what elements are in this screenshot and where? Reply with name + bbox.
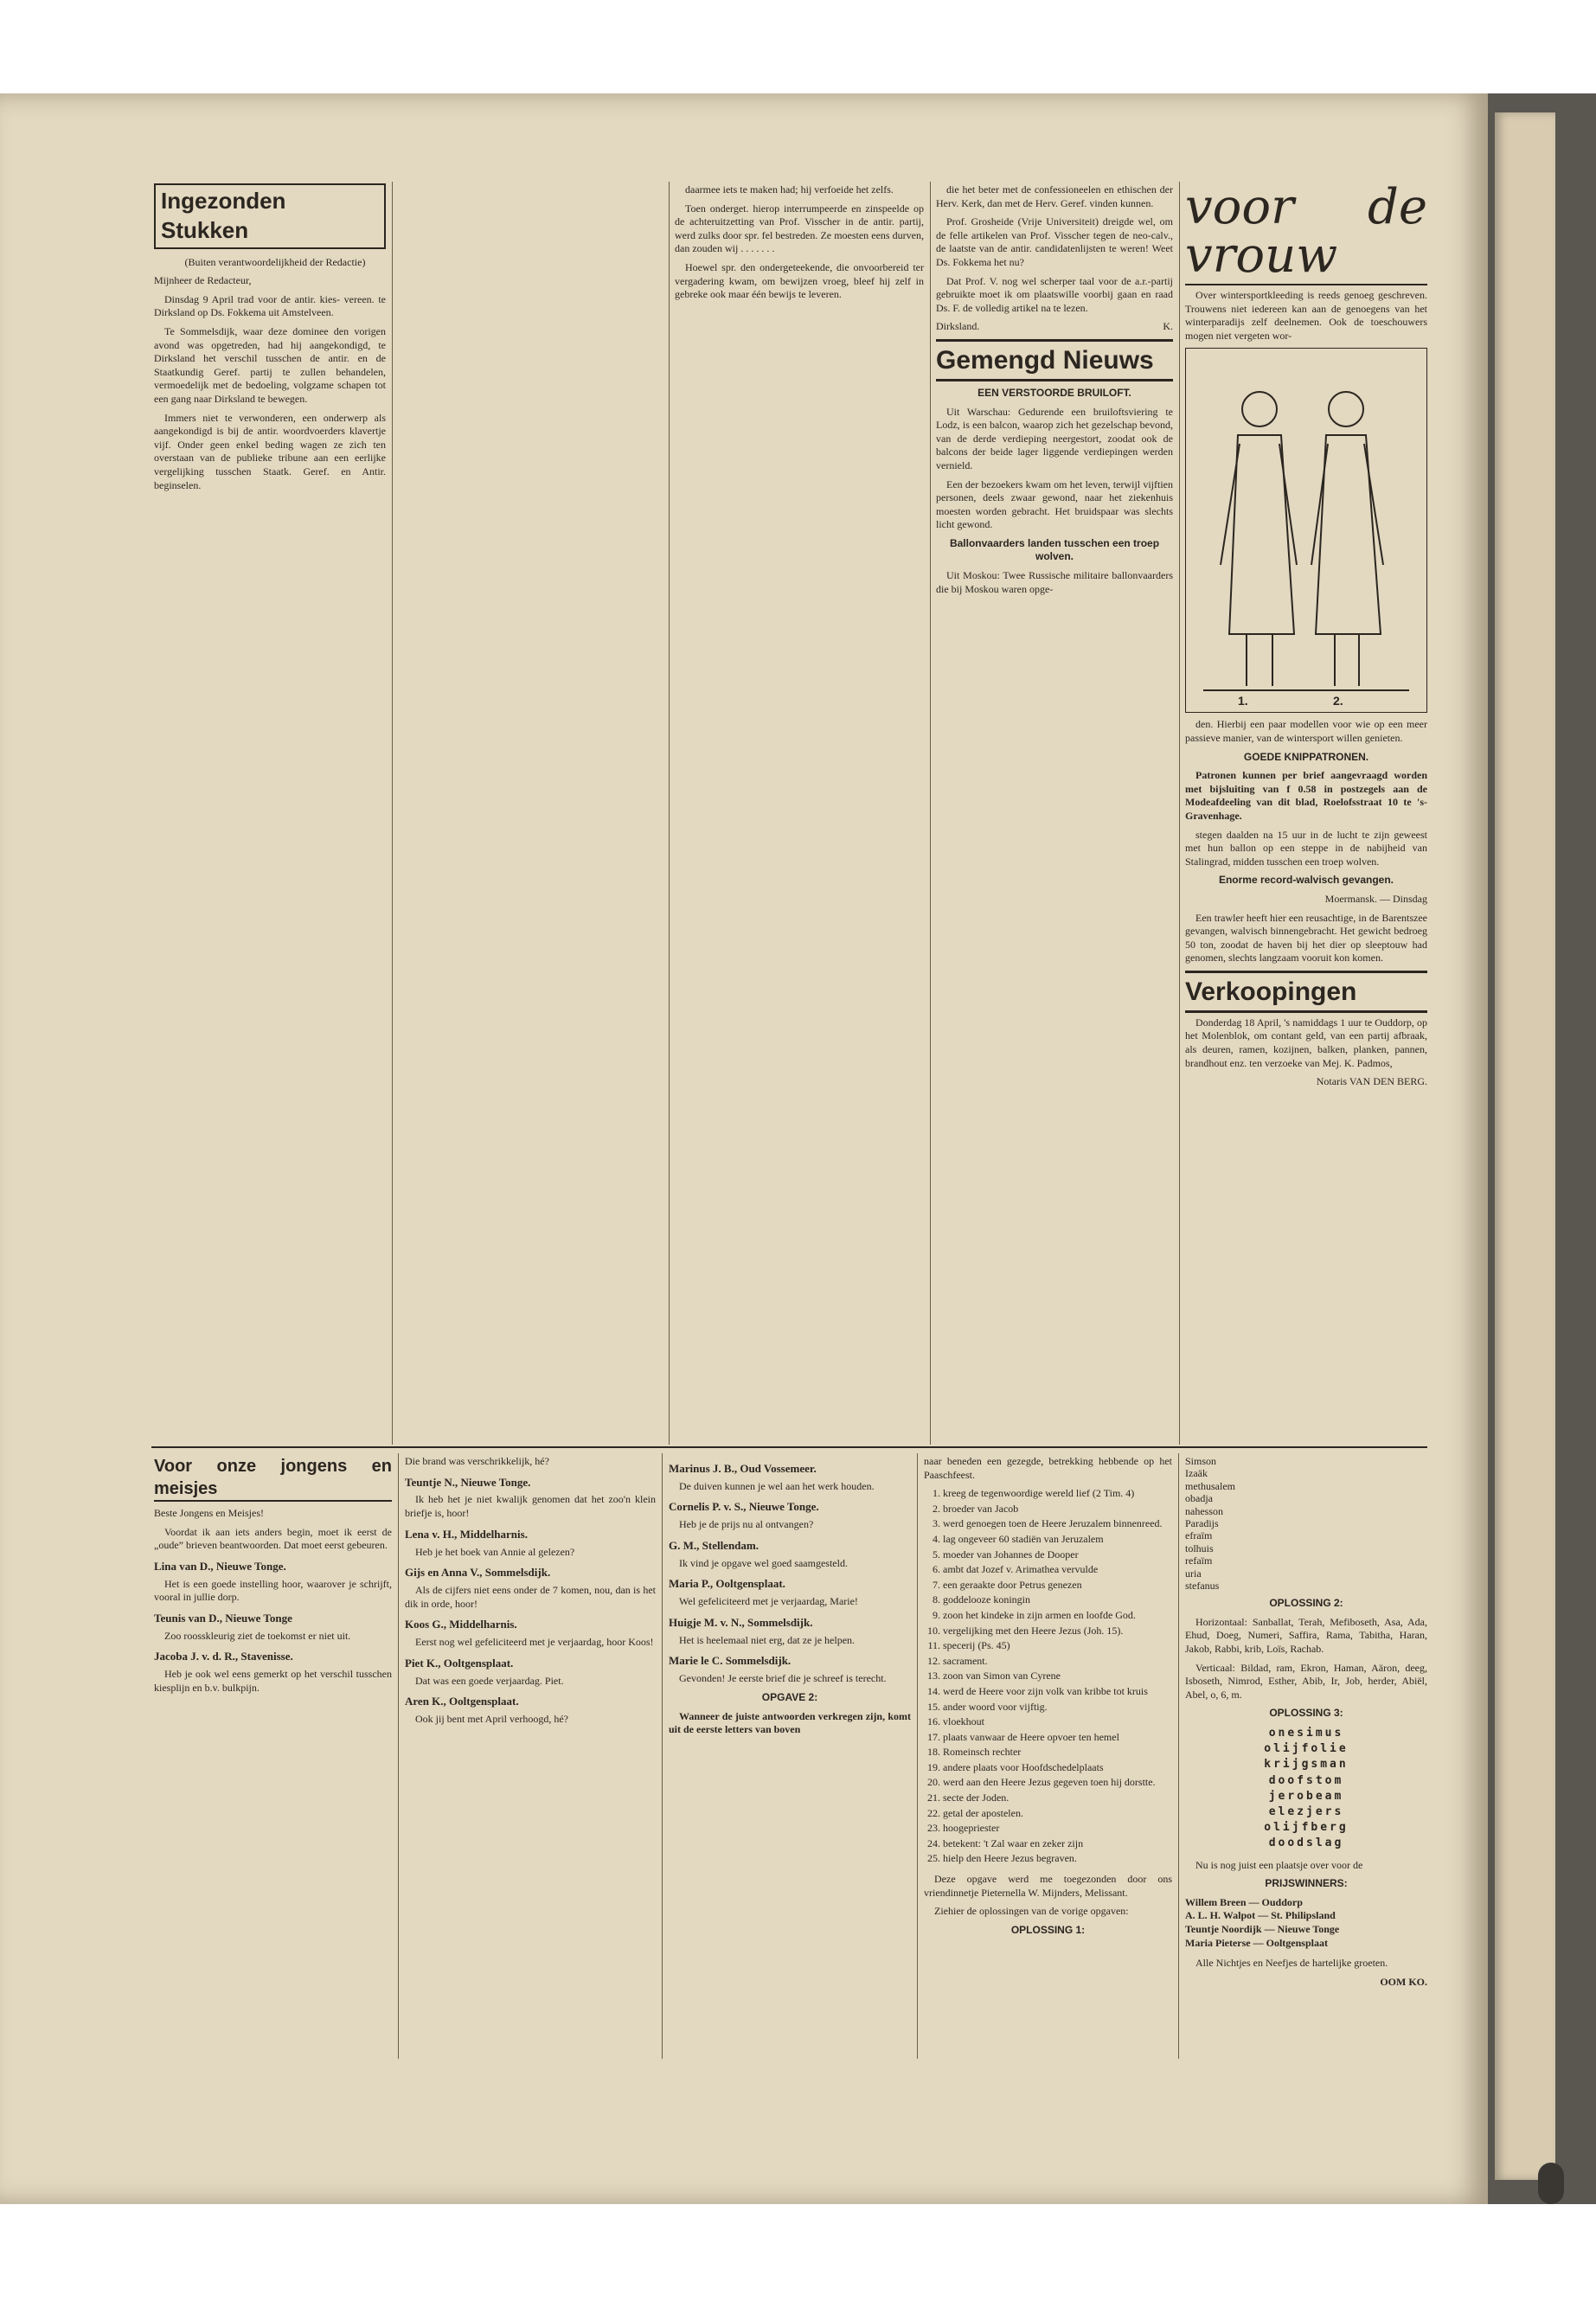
fashion-illustration xyxy=(1185,348,1427,713)
column-voor-de-vrouw xyxy=(1185,183,1427,1438)
salutation: Mijnheer de Redacteur, xyxy=(154,274,252,287)
solution-horizontal: Horizontaal: Sanballat, Terah, Mefiboseth, Asa, Ada, Ehud, Doeg, Numeri, Saffira, Rama, Tabitha, Haran, Jakob, Rabbi, krib, Loïs, Rachab. xyxy=(1185,1615,1427,1656)
letter-name: Jacoba J. v. d. R., Stavenisse. xyxy=(154,1650,293,1663)
paragraph: naar beneden een gezegde, betrekking hebbende op het Paaschfeest. xyxy=(924,1455,1172,1481)
letter-name: Maria P., Ooltgensplaat. xyxy=(669,1577,785,1591)
letter-text: Wel gefeliciteerd met je verjaardag, Marie! xyxy=(679,1595,858,1608)
paragraph: Over wintersportkleeding is reeds genoeg geschreven. Trouwens niet iedereen kan aan de genoegens van het winterparadijs zelf deelnemen. Ook de toeschouwers mogen niet vergeten wor- xyxy=(1185,289,1427,342)
section-heading-verkoopingen: Verkoopingen xyxy=(1185,971,1427,1013)
article-subheading: Enorme record-walvisch gevangen. xyxy=(1218,874,1394,887)
clue: 11. specerij (Ps. 45) xyxy=(943,1639,1172,1653)
letter-name: Lena v. H., Middelharnis. xyxy=(405,1527,528,1541)
article-subheading: Ballonvaarders landen tusschen een troep wolven. xyxy=(949,536,1160,563)
clue: 14. werd de Heere voor zijn volk van kribbe tot kruis xyxy=(943,1685,1172,1699)
letter-text: Zoo roosskleurig ziet de toekomst er niet uit. xyxy=(164,1629,351,1642)
letter-name: Koos G., Middelharnis. xyxy=(405,1618,517,1631)
clue: 9. zoon het kindeke in zijn armen en loofde God. xyxy=(943,1609,1172,1623)
solution-word: refaïm xyxy=(1185,1554,1213,1567)
column-ingezonden xyxy=(154,183,386,1438)
fashion-figures-drawing xyxy=(1186,349,1426,710)
oplossing-heading: OPLOSSING 1: xyxy=(1010,1923,1086,1936)
letter-text: Heb je ook wel eens gemerkt op het verschil tusschen kiesplijn en b.v. bulkpijn. xyxy=(154,1668,392,1694)
clue: 12. sacrament. xyxy=(943,1655,1172,1669)
column-rule xyxy=(1178,1453,1179,2059)
clue: 16. vloekhout xyxy=(943,1715,1172,1729)
column-kids-5 xyxy=(1185,1455,1427,2061)
letter-text: Als de cijfers niet eens onder de 7 komen, nou, dan is het dik in orde, hoor! xyxy=(405,1584,656,1610)
clue: 8. goddelooze koningin xyxy=(943,1593,1172,1607)
clue: 20. werd aan den Heere Jezus gegeven toen hij dorstte. xyxy=(943,1776,1172,1790)
letter-name: Gijs en Anna V., Sommelsdijk. xyxy=(405,1566,551,1580)
letter-name: Huigje M. v. N., Sommelsdijk. xyxy=(669,1615,813,1629)
winners-heading: PRIJSWINNERS: xyxy=(1265,1877,1348,1890)
notary: Notaris VAN DEN BERG. xyxy=(1316,1075,1427,1088)
oplossing-heading: OPLOSSING 3: xyxy=(1269,1707,1343,1720)
puzzle-row: doodslag xyxy=(1268,1836,1344,1850)
adjacent-page-edge xyxy=(1495,112,1555,2180)
letter-text: Eerst nog wel gefeliciteerd met je verjaardag, hoor Koos! xyxy=(415,1636,654,1649)
letter-name: Piet K., Ooltgensplaat. xyxy=(405,1656,514,1670)
signoff xyxy=(936,320,1173,334)
oplossing-heading: OPLOSSING 2: xyxy=(1269,1597,1343,1610)
signoff-place: Dirksland. xyxy=(936,320,980,333)
letter-text: Heb je de prijs nu al ontvangen? xyxy=(679,1518,814,1531)
section-separator xyxy=(151,1446,1427,1448)
paragraph: Alle Nichtjes en Neefjes de hartelijke groeten. xyxy=(1195,1957,1388,1970)
solution-word: efraïm xyxy=(1185,1529,1213,1542)
solution-word: methusalem xyxy=(1185,1479,1235,1492)
column-kids-2 xyxy=(405,1455,656,2061)
letter-name: Teunis van D., Nieuwe Tonge xyxy=(154,1611,292,1625)
paragraph: Hoewel spr. den ondergeteekende, die onvoorbereid ter vergadering kwam, om bewijzen vroeg, bleef hij zelf in gebreke ook maar één bewijs te leveren. xyxy=(675,260,924,301)
clue: 4. lag ongeveer 60 stadiën van Jeruzalem xyxy=(943,1533,1172,1547)
letter-name: Teuntje N., Nieuwe Tonge. xyxy=(405,1475,531,1489)
patterns-heading: GOEDE KNIPPATRONEN. xyxy=(1243,750,1369,763)
paragraph: Deze opgave werd me toegezonden door ons vriendinnetje Pieternella W. Mijnders, Melissant. xyxy=(924,1873,1172,1899)
clue: 25. hielp den Heere Jezus begraven. xyxy=(943,1852,1172,1866)
column-3 xyxy=(675,183,924,1438)
letter-text: Dat was een goede verjaardag. Piet. xyxy=(415,1674,564,1687)
puzzle-grid xyxy=(1185,1726,1427,1852)
column-kids-4 xyxy=(924,1455,1172,2061)
puzzle-row: doofstom xyxy=(1268,1773,1344,1787)
letter-name: G. M., Stellendam. xyxy=(669,1538,759,1552)
greeting: Beste Jongens en Meisjes! xyxy=(154,1507,264,1519)
paragraph: Dinsdag 9 April trad voor de antir. kies- vereen. te Dirksland op Ds. Fokkema uit Amstelveen. xyxy=(154,292,386,319)
column-rule xyxy=(662,1453,663,2059)
paragraph: Immers niet te verwonderen, een onderwerp als aangekondigd is bij de antir. woordvoerders klavertje vijf. Onder geen enkel beding wagen ze zich ten overstaan van de publieke tribune aan een eerlijke vergelijking tusschen Staatk. Geref. en Antir. beginselen. xyxy=(154,411,386,491)
clue: 21. secte der Joden. xyxy=(943,1791,1172,1805)
letter-name: Marinus J. B., Oud Vossemeer. xyxy=(669,1462,817,1475)
clue: 15. ander woord voor vijftig. xyxy=(943,1701,1172,1715)
solution-word: tolhuis xyxy=(1185,1541,1214,1554)
section-heading-ingezonden: Ingezonden Stukken xyxy=(154,183,386,249)
winner: A. L. H. Walpot — St. Philipsland xyxy=(1185,1909,1336,1922)
section-heading-kids: Voor onze jongens en meisjes xyxy=(154,1455,392,1502)
column-rule xyxy=(392,182,393,1445)
paragraph: Te Sommelsdijk, waar deze dominee den vorigen avond was opgetreden, had hij aangekondigd, te Dirksland het verschil tusschen de antir. en de Staatkundig Geref. partij te zullen behandelen, vermoedelijk met de bedoeling, volgzame schapen tot een gang naar Dirksland te bewegen. xyxy=(154,324,386,405)
paragraph: Ziehier de oplossingen van de vorige opgaven: xyxy=(934,1905,1129,1918)
binding-hole xyxy=(1538,2163,1564,2204)
opgave-text: Wanneer de juiste antwoorden verkregen zijn, komt uit de eerste letters van boven xyxy=(669,1709,911,1736)
clue: 3. werd genoegen toen de Heere Jeruzalem binnenreed. xyxy=(943,1517,1172,1531)
solution-word: stefanus xyxy=(1185,1579,1220,1592)
paragraph: Donderdag 18 April, 's namiddags 1 uur te Ouddorp, op het Molenblok, om contant geld, van een partij afbraak, als deuren, ramen, kozijnen, balken, planken, pannen, brandhout enz. ten verzoeke van Mej. K. Padmos, xyxy=(1185,1016,1427,1069)
clue: 18. Romeinsch rechter xyxy=(943,1746,1172,1759)
letter-text: Het is een goede instelling hoor, waarover je schrijft, vooral in jullie dorp. xyxy=(154,1577,392,1604)
winners-list xyxy=(1185,1896,1427,1950)
column-rule xyxy=(917,1453,918,2059)
solution-word: uria xyxy=(1185,1567,1202,1580)
column-4 xyxy=(936,183,1173,1438)
column-rule xyxy=(669,182,670,1445)
solution-word: Paradijs xyxy=(1185,1516,1219,1529)
clue: 24. betekent: 't Zal waar en zeker zijn xyxy=(943,1837,1172,1851)
paragraph: Uit Warschau: Gedurende een bruiloftsviering te Lodz, is een balcon, waarop zich het gezelschap bevond, van de derde verdieping neergestort, zoodat ook de balcons der beide lager liggende verdiepingen werden vernield. xyxy=(936,405,1173,471)
paragraph: Prof. Grosheide (Vrije Universiteit) dreigde wel, om de felle artikelen van Prof. Visscher tegen de neo-calv., de laatste van de antir. candidatenlijsten te weren! Weet Ds. Fokkema het nu? xyxy=(936,215,1173,268)
divider xyxy=(1185,284,1427,285)
solution-word: Izaäk xyxy=(1185,1467,1208,1480)
signoff: OOM KO. xyxy=(1380,1975,1427,1988)
letter-text: Ik vind je opgave wel goed saamgesteld. xyxy=(679,1556,848,1569)
paragraph: Een trawler heeft hier een reusachtige, in de Barentszee gevangen, walvisch binnengebracht. Het gewicht bedroeg 50 ton, zoodat de haven bij het dier op sleeptouw had genomen, slechts langzaam vooruit kon komen. xyxy=(1185,911,1427,965)
paragraph: daarmee iets te maken had; hij verfoeide het zelfs. xyxy=(685,183,894,195)
paragraph: Nu is nog juist een plaatsje over voor de xyxy=(1195,1858,1363,1871)
letter-text: Gevonden! Je eerste brief die je schreef is terecht. xyxy=(679,1672,887,1685)
article-subheading: EEN VERSTOORDE BRUILOFT. xyxy=(977,386,1131,399)
winner: Maria Pieterse — Ooltgensplaat xyxy=(1185,1936,1328,1949)
letter-text: Ik heb het je niet kwalijk genomen dat het zoo'n klein briefje is, hoor! xyxy=(405,1493,656,1520)
solution-names xyxy=(1185,1455,1427,1592)
paragraph: Uit Moskou: Twee Russische militaire ballonvaarders die bij Moskou waren opge- xyxy=(936,569,1173,595)
puzzle-row: olijfberg xyxy=(1264,1821,1349,1835)
clue: 2. broeder van Jacob xyxy=(943,1503,1172,1516)
paragraph: stegen daalden na 15 uur in de lucht te zijn geweest met hun ballon op een steppe in de nabijheid van Stalingrad, midden tusschen een troep wolven. xyxy=(1185,828,1427,868)
clue: 10. vergelijking met den Heere Jezus (Joh. 15). xyxy=(943,1625,1172,1638)
paragraph: die het beter met de confessioneelen en ethischen der Herv. Kerk, dan met de Herv. Geref. vinden kunnen. xyxy=(936,183,1173,209)
clue: 19. andere plaats voor Hoofdschedelplaats xyxy=(943,1761,1172,1775)
dateline: Moermansk. — Dinsdag xyxy=(1324,892,1427,905)
solution-word: Simson xyxy=(1185,1455,1217,1467)
patterns-text: Patronen kunnen per brief aangevraagd worden met bijsluiting van f 0.58 in postzegels aan de Modeafdeeling van dit blad, Roelofsstraat 10 te 's-Gravenhage. xyxy=(1185,769,1427,822)
paragraph: Die brand was verschrikkelijk, hé? xyxy=(405,1455,549,1467)
letter-text: Het is heelemaal niet erg, dat ze je helpen. xyxy=(679,1633,856,1646)
figure-label-1: 1. xyxy=(1238,694,1248,708)
letter-text: Ook jij bent met April verhoogd, hé? xyxy=(415,1713,568,1726)
signoff-initial: K. xyxy=(1163,320,1173,333)
clue: 7. een geraakte door Petrus genezen xyxy=(943,1579,1172,1593)
paragraph: den. Hierbij een paar modellen voor wie op een meer passieve manier, van de wintersport willen genieten. xyxy=(1185,718,1427,744)
paragraph: Voordat ik aan iets anders begin, moet ik eerst de „oude” brieven beantwoorden. Dat moet eerst gebeuren. xyxy=(154,1525,392,1552)
clue: 1. kreeg de tegenwoordige wereld lief (2 Tim. 4) xyxy=(943,1487,1172,1501)
puzzle-row: krijgsman xyxy=(1264,1758,1349,1772)
clue: 23. hoogepriester xyxy=(943,1822,1172,1836)
puzzle-clues xyxy=(924,1487,1172,1866)
section-heading-gemengd-nieuws: Gemengd Nieuws xyxy=(936,339,1173,381)
paragraph: Een der bezoekers kwam om het leven, terwijl vijftien personen, deels zwaar gewond, naar het ziekenhuis moesten worden gebracht. Het bruidspaar was slechts licht gewond. xyxy=(936,478,1173,531)
column-rule xyxy=(398,1453,399,2059)
clue: 5. moeder van Johannes de Dooper xyxy=(943,1548,1172,1562)
column-rule xyxy=(930,182,931,1445)
clue: 22. getal der apostelen. xyxy=(943,1807,1172,1821)
letter-name: Cornelis P. v. S., Nieuwe Tonge. xyxy=(669,1500,819,1514)
letter-text: Heb je het boek van Annie al gelezen? xyxy=(415,1545,575,1558)
puzzle-row: olijfolie xyxy=(1264,1742,1349,1756)
puzzle-row: jerobeam xyxy=(1268,1789,1344,1803)
clue: 13. zoon van Simon van Cyrene xyxy=(943,1670,1172,1683)
clue: 17. plaats vanwaar de Heere opvoer ten hemel xyxy=(943,1731,1172,1745)
figure-label-2: 2. xyxy=(1333,694,1343,708)
puzzle-row: elezjers xyxy=(1268,1804,1344,1818)
winner: Teuntje Noordijk — Nieuwe Tonge xyxy=(1185,1922,1340,1935)
letter-text: De duiven kunnen je wel aan het werk houden. xyxy=(679,1479,875,1492)
clue: 6. ambt dat Jozef v. Arimathea vervulde xyxy=(943,1563,1172,1577)
disclaimer: (Buiten verantwoordelijkheid der Redactie) xyxy=(184,255,366,268)
column-kids-3 xyxy=(669,1455,911,2061)
letter-name: Lina van D., Nieuwe Tonge. xyxy=(154,1559,286,1573)
solution-word: obadja xyxy=(1185,1492,1213,1505)
masthead-voor-de-vrouw: voor de vrouw xyxy=(1185,183,1427,284)
column-kids-1 xyxy=(154,1455,392,2061)
paragraph: Toen onderget. hierop interrumpeerde en zinspeelde op de achteruitzetting van Prof. Visscher in de antir. partij, werd zulks door spr. fel bestreden. Ze moesten eens durven, dan zouden wij . . . . . . . xyxy=(675,202,924,255)
puzzle-row: onesimus xyxy=(1268,1727,1344,1740)
winner: Willem Breen — Ouddorp xyxy=(1185,1895,1303,1908)
solution-vertical: Verticaal: Bildad, ram, Ekron, Haman, Aäron, deeg, Isboseth, Nimrod, Esther, Abib, Ir, Job, herder, Abiël, Abel, o, 6, m. xyxy=(1185,1661,1427,1701)
letter-name: Marie le C. Sommelsdijk. xyxy=(669,1654,792,1668)
paragraph: Dat Prof. V. nog wel scherper taal voor de a.r.-partij gebruikte moet ik om plaatswille voorbij gaan en raad Ds. F. de volledig artikel na te lezen. xyxy=(936,274,1173,314)
letter-name: Aren K., Ooltgensplaat. xyxy=(405,1695,519,1708)
solution-word: nahesson xyxy=(1185,1504,1223,1517)
column-rule xyxy=(1179,182,1180,1445)
opgave-heading: OPGAVE 2: xyxy=(761,1690,818,1703)
